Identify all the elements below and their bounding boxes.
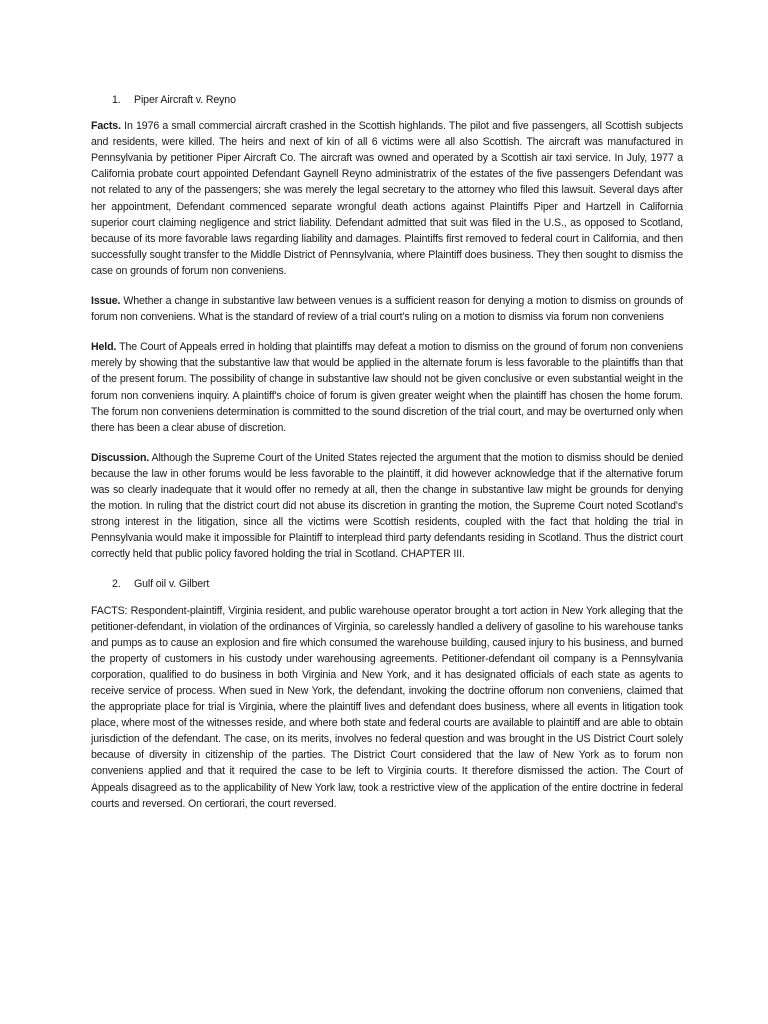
issue-paragraph	[91, 293, 683, 325]
facts-text-2: FACTS: Respondent-plaintiff, Virginia resident, and public warehouse operator brought a tort action in New York alleging that the petitioner-defendant, in violation of the ordinances of Virginia, so carelessly handled a delivery of gasoline to his warehouse tanks and pumps as to cause an explosion and fire which consumed the warehouse building, caused injury to his business, and burned the property of customers in his custody under warehousing agreements. Petitioner-defendant oil company is a Pennsylvania corporation, qualified to do business in both Virginia and New York, and it has designated officials of each state as agents to receive service of process. When sued in New York, the defendant, invoking the doctrine offorum non conveniens, claimed that the appropriate place for trial is Virginia, where the plaintiff lives and defendant does business, where all events in litigation took place, where most of the witnesses reside, and where both state and federal courts are available to plaintiff and are able to obtain jurisdiction of the defendant. The case, on its merits, involves no federal question and was brought in the US District Court solely because of diversity in citizenship of the parties. The District Court considered that the law of New York as to forum non conveniens applied and that it required the case to be left to Virginia courts. It therefore dismissed the action. The Court of Appeals disagreed as to the applicability of New York law, took a restrictive view of the application of the entire doctrine in federal courts and reversed. On certiorari, the court reversed.	[91, 604, 683, 810]
issue-text: Whether a change in substantive law between venues is a sufficient reason for denying a motion to dismiss on grounds of forum non conveniens. What is the standard of review of a trial court's ruling on a motion to dismiss via forum non conveniens	[91, 295, 683, 324]
case-heading-1	[91, 92, 683, 108]
discussion-paragraph	[91, 450, 683, 563]
case-number: 2.	[112, 578, 121, 591]
case-title: Piper Aircraft v. Reyno	[134, 94, 236, 106]
held-text: The Court of Appeals erred in holding that plaintiffs may defeat a motion to dismiss on the ground of forum non conveniens merely by showing that the substantive law that would be applied in the alternate forum is less favorable to the plaintiffs than that of the present forum. The possibility of change in substantive law should not be given conclusive or even substantial weight in the forum non conveniens inquiry. A plaintiff's choice of forum is given greater weight when the plaintiff has chosen the home forum. The forum non conveniens determination is committed to the sound discretion of the trial court, and may be overturned only when there has been a clear abuse of discretion.	[91, 341, 683, 434]
held-label: Held.	[91, 341, 117, 354]
held-paragraph	[91, 339, 683, 436]
facts-label: Facts.	[91, 120, 121, 133]
document-page	[91, 92, 683, 826]
facts-paragraph-2	[91, 603, 683, 812]
discussion-label: Discussion.	[91, 451, 150, 464]
case-number: 1.	[112, 94, 121, 106]
discussion-text: Although the Supreme Court of the United States rejected the argument that the motion to dismiss should be denied because the law in other forums would be less favorable to the plaintiff, it did however acknowledge that if the alternative forum was so clearly inadequate that it would offer no remedy at all, then the change in substantive law might be grounds for denying the motion. In ruling that the district court did not abuse its discretion in granting the motion, the Supreme Court noted Scotland's strong interest in the litigation, since all the victims were Scottish residents, coupled with the fact that holding the trial in Pennsylvania would make it impossible for Plaintiff to interplead third party defendants residing in Scotland. Thus the district court correctly held that public policy favored holding the trial in Scotland. CHAPTER III.	[91, 451, 683, 561]
case-title: Gulf oil v. Gilbert	[134, 578, 210, 591]
issue-label: Issue.	[91, 295, 121, 308]
case-heading-2	[91, 576, 683, 592]
facts-paragraph	[91, 118, 683, 279]
facts-text: In 1976 a small commercial aircraft crashed in the Scottish highlands. The pilot and five passengers, all Scottish subjects and residents, were killed. The heirs and next of kin of all 6 victims were all also Scottish. The aircraft was manufactured in Pennsylvania by petitioner Piper Aircraft Co. The aircraft was owned and operated by a Scottish air taxi service. In July, 1977 a California probate court appointed Defendant Gaynell Reyno administratrix of the estates of the five passengers Defendant was not related to any of the passengers; she was merely the legal secretary to the attorney who filed this lawsuit. Several days after her appointment, Defendant commenced separate wrongful death actions against Plaintiffs Piper and Hartzell in California superior court claiming negligence and strict liability. Defendant admitted that suit was filed in the U.S., as opposed to Scotland, because of its more favorable laws regarding liability and damages. Plaintiffs first removed to federal court in California, and then successfully sought transfer to the Middle District of Pennsylvania, where Plaintiff does business. They then sought to dismiss the case on grounds of forum non conveniens.	[91, 120, 683, 277]
